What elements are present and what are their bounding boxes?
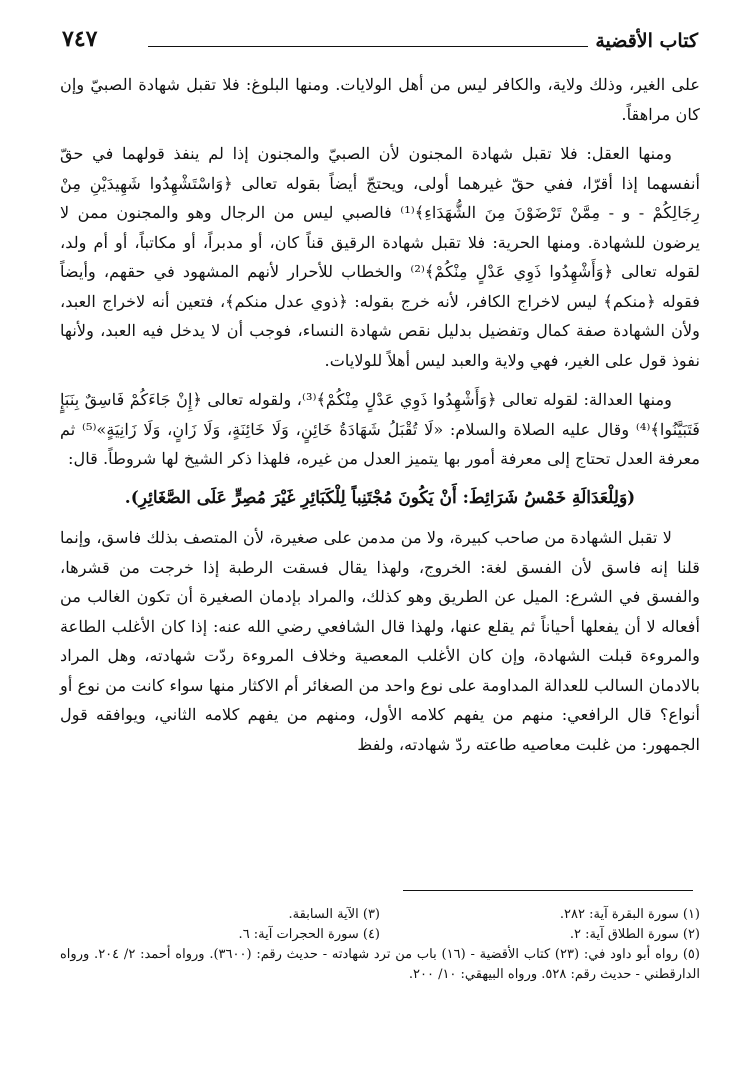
paragraph-intro: على الغير، وذلك ولاية، والكافر ليس من أهل الولايات. ومنها البلوغ: فلا تقبل شهادة الصبيّ وإن كان مراهقاً. xyxy=(60,75,700,124)
main-text xyxy=(60,70,700,769)
paragraph-commentary: لا تقبل الشهادة من صاحب كبيرة، ولا من مدمن على صغيرة، لأن المتصف بذلك فاسق، وإنما قلنا إنه فاسق لأن الفسق لغة: الخروج، ولهذا يقال فسقت الرطبة إذا خرجت من قشرها، والفسق في الشرع: الميل عن الطريق وهو كذلك، والمراد بإدمان الصغيرة أن تكون الغالب من أفعاله لا أن يفعلها أحياناً ثم يقلع عنها، ولهذا قال الشافعي رضي الله عنه: إذا كان الأغلب الطاعة والمروءة قبلت الشهادة، وإن كان الأغلب المعصية وخلاف المروءة ردّت شهادته، وهل المراد بالادمان السالب للعدالة المداومة على نوع واحد من الصغائر أم الاكثار منها سواء كانت من نوع أو أنواع؟ قال الرافعي: منهم من يفهم كلامه الأول، ومنهم من يفهم كلامه الثاني، ويوافقه قول الجمهور: من غلبت معاصيه طاعته ردّ شهادته، ولفظ xyxy=(60,528,700,754)
footnote-4: (٤) سورة الحجرات آية: ٦. xyxy=(238,927,380,942)
chapter-title: كتاب الأقضية xyxy=(595,30,698,52)
footnote-2: (٢) سورة الطلاق آية: ٢. xyxy=(569,927,700,942)
matn-quote: (وَلِلْعَدَالَةِ خَمْسُ شَرَائِطَ: أَنْ يَكُونَ مُجْتَنِباً لِلْكَبَائِرِ غَيْرَ مُصِرٍّ عَلَى الصَّغَائِرِ). xyxy=(124,487,636,508)
paragraph-reason: ومنها العقل: فلا تقبل شهادة المجنون لأن الصبيّ والمجنون إذا لم ينفذ قولهما في حقّ أنفسهما إذا أقرّا، ففي حقّ غيرهما أولى، ويحتجّ أيضاً بقوله تعالى ﴿وَاسْتَشْهِدُوا شَهِيدَيْنِ مِنْ رِجَالِكُمْ - و - مِمَّنْ تَرْضَوْنَ مِنَ الشُّهَدَاءِ﴾⁽¹⁾ فالصبي ليس من الرجال وهو والمجنون ممن لا يرضون للشهادة. ومنها الحرية: فلا تقبل شهادة الرقيق قناً كان، أو مدبراً، أو مكاتباً، أو أم ولد، لقوله تعالى ﴿وَأَشْهِدُوا ذَوِي عَدْلٍ مِنْكُمْ﴾⁽²⁾ والخطاب للأحرار لأنهم المشهود في حقهم، وأيضاً فقوله ﴿منكم﴾ ليس لاخراج الكافر، لأنه خرج بقوله: ﴿ذوي عدل منكم﴾، فتعين أنه لاخراج العبد، ولأن الشهادة صفة كمال وتفضيل بدليل نقص شهادة النساء، فوجب أن لا يدخل فيه العبد، ولأنها نفوذ قول على الغير، فهي ولاية والعبد ليس أهلاً للولايات. xyxy=(60,144,701,370)
footnote-row xyxy=(60,905,700,925)
page-number: ٧٤٧ xyxy=(62,26,98,52)
footnotes xyxy=(60,905,700,985)
footnote-1: (١) سورة البقرة آية: ٢٨٢. xyxy=(559,907,700,922)
header-rule xyxy=(148,46,588,47)
paragraph-justice: ومنها العدالة: لقوله تعالى ﴿وَأَشْهِدُوا ذَوِي عَدْلٍ مِنْكُمْ﴾⁽³⁾، ولقوله تعالى ﴿إِنْ جَاءَكُمْ فَاسِقٌ بِنَبَإٍ فَتَبَيَّنُوا﴾⁽⁴⁾ وقال عليه الصلاة والسلام: «لَا تُقْبَلُ شَهَادَةُ خَائِنٍ، وَلَا خَائِنَةٍ، وَلَا زَانٍ، وَلَا زَانِيَةٍ»⁽⁵⁾ ثم معرفة العدل تحتاج إلى معرفة أمور بها يتميز العدل من غيره، فلهذا ذكر الشيخ لها شروطاً. قال: xyxy=(60,390,700,468)
footnote-separator xyxy=(403,890,693,891)
footnote-row xyxy=(60,925,700,945)
footnote-5: (٥) رواه أبو داود في: (٢٣) كتاب الأقضية - (١٦) باب من ترد شهادته - حديث رقم: (٣٦٠٠). ورواه أحمد: ٢/ ٢٠٤. ورواه الدارقطني - حديث رقم: ٥٢٨. ورواه البيهقي: ١٠/ ٢٠٠. xyxy=(60,947,700,982)
footnote-3: (٣) الآية السابقة. xyxy=(288,907,380,922)
page-header xyxy=(62,26,698,60)
